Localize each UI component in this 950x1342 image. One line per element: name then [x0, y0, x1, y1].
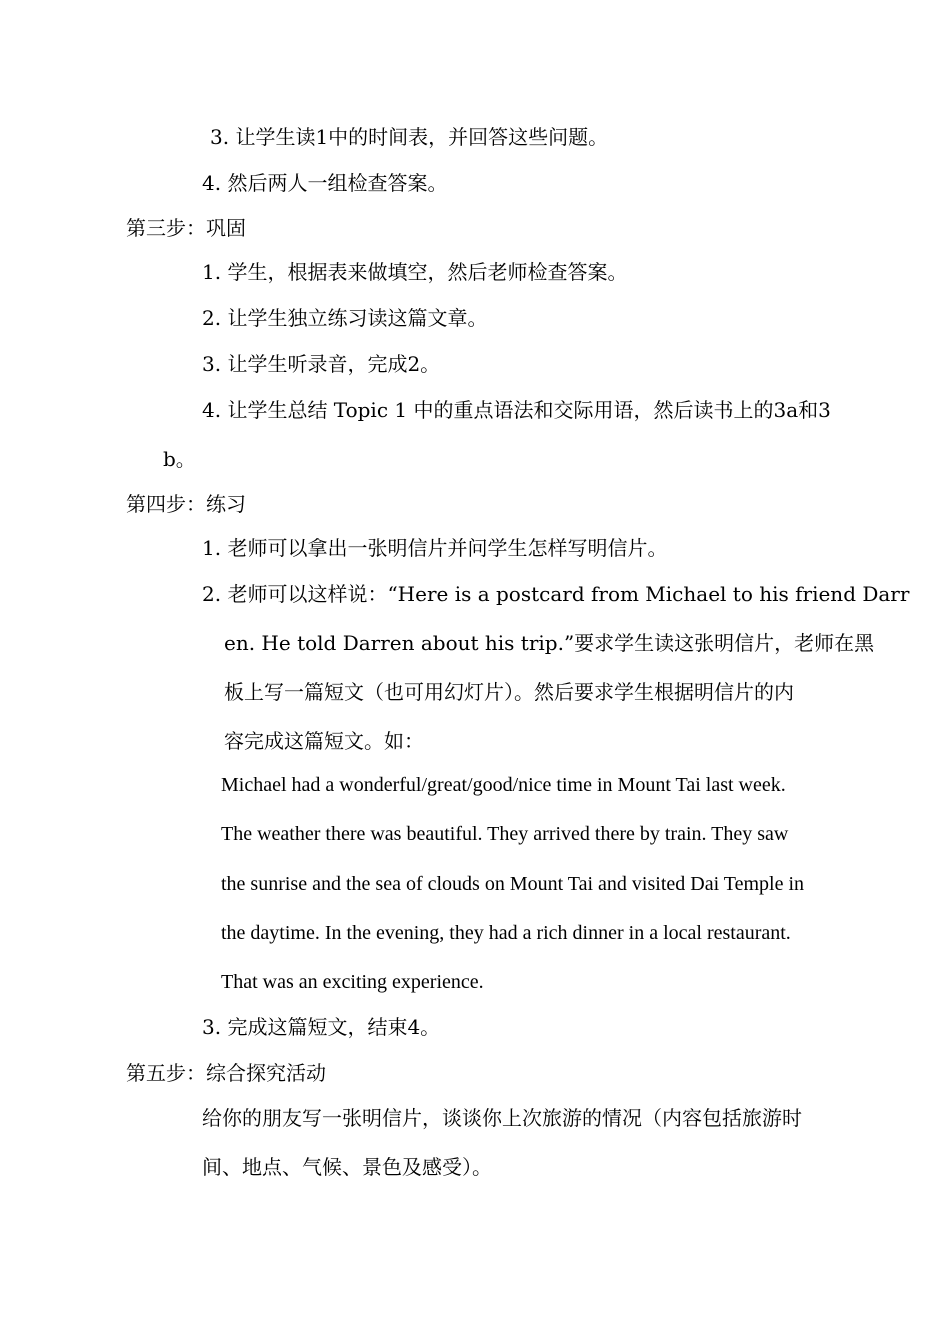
- step2-item-4: 4. 然后两人一组检查答案。: [202, 171, 448, 195]
- step3-item-3: 3. 让学生听录音，完成2。: [202, 352, 441, 376]
- step4-item-2-line1: 2. 老师可以这样说：“Here is a postcard from Michael to his friend Darr: [202, 582, 910, 606]
- step4-item-2-line3: 板上写一篇短文（也可用幻灯片）。然后要求学生根据明信片的内: [224, 680, 794, 704]
- passage-line: The weather there was beautiful. They arrived there by train. They saw: [221, 823, 789, 845]
- step5-text-line1: 给你的朋友写一张明信片，谈谈你上次旅游的情况（内容包括旅游时: [202, 1106, 802, 1130]
- step4-item-2-line2: en. He told Darren about his trip.”要求学生读这张明信片，老师在黑: [224, 631, 875, 655]
- step5-heading: 第五步：综合探究活动: [126, 1061, 326, 1085]
- step2-item-3: 3. 让学生读1中的时间表，并回答这些问题。: [210, 125, 609, 149]
- step4-item-2-line4: 容完成这篇短文。如：: [224, 729, 424, 753]
- step4-heading: 第四步：练习: [126, 492, 246, 516]
- passage-line: the daytime. In the evening, they had a rich dinner in a local restaurant.: [221, 922, 791, 944]
- step3-item-2: 2. 让学生独立练习读这篇文章。: [202, 306, 488, 330]
- passage-line: That was an exciting experience.: [221, 971, 484, 993]
- step3-item-4-line2: b。: [163, 447, 196, 471]
- step3-heading: 第三步：巩固: [126, 216, 246, 240]
- passage-line: Michael had a wonderful/great/good/nice time in Mount Tai last week.: [221, 774, 786, 796]
- step4-item-3: 3. 完成这篇短文，结束4。: [202, 1015, 441, 1039]
- passage-line: the sunrise and the sea of clouds on Mount Tai and visited Dai Temple in: [221, 873, 805, 895]
- step3-item-1: 1. 学生，根据表来做填空，然后老师检查答案。: [202, 260, 628, 284]
- step3-item-4-line1: 4. 让学生总结 Topic 1 中的重点语法和交际用语，然后读书上的3a和3: [202, 398, 831, 422]
- step4-item-1: 1. 老师可以拿出一张明信片并问学生怎样写明信片。: [202, 536, 668, 560]
- step5-text-line2: 间、地点、气候、景色及感受）。: [202, 1155, 492, 1179]
